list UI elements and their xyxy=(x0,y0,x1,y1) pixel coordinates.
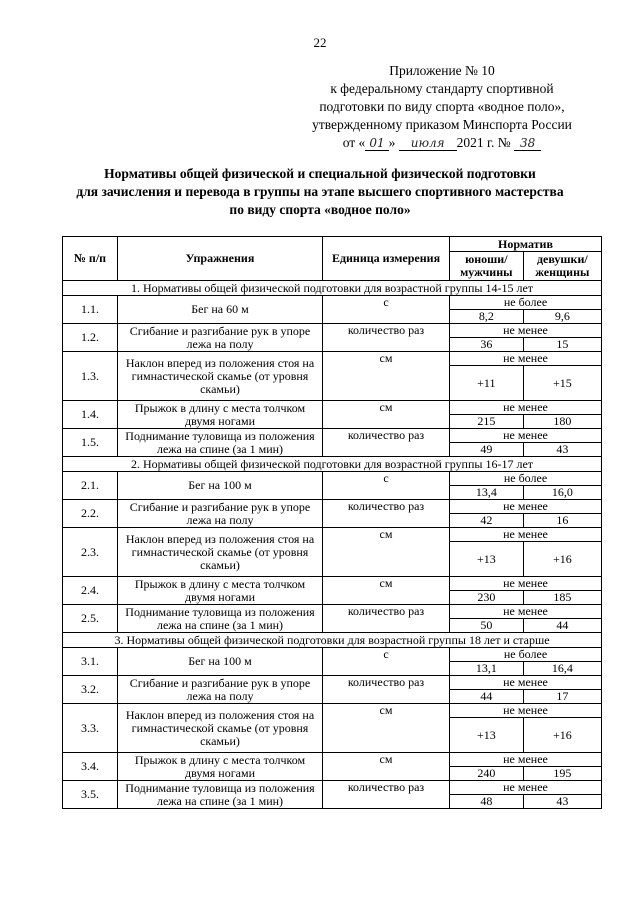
exercise-name: Сгибание и разгибание рук в упоре лежа на полу xyxy=(118,500,323,528)
header-norm: Норматив xyxy=(450,237,602,252)
norm-condition: не менее xyxy=(450,500,602,514)
exercise-name: Прыжок в длину с места толчком двумя ногами xyxy=(118,753,323,781)
norm-condition: не менее xyxy=(450,781,602,795)
exercise-name: Бег на 100 м xyxy=(118,472,323,500)
unit-of-measure: с xyxy=(323,648,450,676)
table-row xyxy=(63,352,602,366)
table-row xyxy=(63,676,602,690)
section-title: 3. Нормативы общей физической подготовки для возрастной группы 18 лет и старше xyxy=(63,633,602,648)
norm-condition: не менее xyxy=(450,324,602,338)
norm-condition: не менее xyxy=(450,605,602,619)
norm-condition: не более xyxy=(450,648,602,662)
row-number: 3.1. xyxy=(63,648,118,676)
norm-condition: не менее xyxy=(450,429,602,443)
unit-of-measure: см xyxy=(323,352,450,401)
exercise-name: Бег на 100 м xyxy=(118,648,323,676)
unit-of-measure: см xyxy=(323,401,450,429)
table-row xyxy=(63,472,602,486)
page-number: 22 xyxy=(313,35,327,50)
value-boys: 49 xyxy=(450,443,524,457)
norm-condition: не менее xyxy=(450,753,602,767)
unit-of-measure: количество раз xyxy=(323,605,450,633)
date-prefix: от « xyxy=(342,135,366,150)
norm-condition: не менее xyxy=(450,528,602,542)
value-boys: 13,4 xyxy=(450,486,524,500)
document-title xyxy=(40,165,600,219)
value-girls: 44 xyxy=(523,619,601,633)
table-row xyxy=(63,528,602,542)
table-row xyxy=(63,500,602,514)
unit-of-measure: см xyxy=(323,577,450,605)
table-row xyxy=(63,577,602,591)
row-number: 3.4. xyxy=(63,753,118,781)
section-header-row xyxy=(63,281,602,296)
appendix-line-1: Приложение № 10 xyxy=(389,63,495,78)
norm-condition: не менее xyxy=(450,676,602,690)
value-boys: 215 xyxy=(450,415,524,429)
value-boys: 13,1 xyxy=(450,662,524,676)
value-boys: 240 xyxy=(450,767,524,781)
exercise-name: Поднимание туловища из положения лежа на спине (за 1 мин) xyxy=(118,605,323,633)
row-number: 2.2. xyxy=(63,500,118,528)
table-row xyxy=(63,704,602,718)
handwritten-order-number: 38 xyxy=(514,136,541,151)
row-number: 3.5. xyxy=(63,781,118,809)
unit-of-measure: количество раз xyxy=(323,781,450,809)
section-title: 1. Нормативы общей физической подготовки для возрастной группы 14-15 лет xyxy=(63,281,602,296)
exercise-name: Прыжок в длину с места толчком двумя ногами xyxy=(118,401,323,429)
value-girls: 195 xyxy=(523,767,601,781)
header-unit: Единица измерения xyxy=(323,237,450,281)
unit-of-measure: см xyxy=(323,753,450,781)
unit-of-measure: см xyxy=(323,704,450,753)
header-girls: девушки/ женщины xyxy=(523,252,601,281)
table-row xyxy=(63,324,602,338)
value-boys: 44 xyxy=(450,690,524,704)
unit-of-measure: с xyxy=(323,472,450,500)
section-header-row xyxy=(63,457,602,472)
exercise-name: Сгибание и разгибание рук в упоре лежа на полу xyxy=(118,324,323,352)
date-quote: » xyxy=(388,135,396,150)
header-boys: юноши/ мужчины xyxy=(450,252,524,281)
table-body xyxy=(63,281,602,809)
value-boys: 42 xyxy=(450,514,524,528)
value-boys: 8,2 xyxy=(450,310,524,324)
value-girls: 16,4 xyxy=(523,662,601,676)
value-girls: 180 xyxy=(523,415,601,429)
norm-condition: не менее xyxy=(450,704,602,718)
unit-of-measure: количество раз xyxy=(323,676,450,704)
value-girls: 16,0 xyxy=(523,486,601,500)
table-row xyxy=(63,401,602,415)
table-row xyxy=(63,781,602,795)
title-line-1: Нормативы общей физической и специальной физической подготовки xyxy=(104,166,536,181)
value-girls: 15 xyxy=(523,338,601,352)
header-exercise: Упражнения xyxy=(118,237,323,281)
table-row xyxy=(63,429,602,443)
exercise-name: Бег на 60 м xyxy=(118,296,323,324)
exercise-name: Наклон вперед из положения стоя на гимнастической скамье (от уровня скамьи) xyxy=(118,352,323,401)
row-number: 1.3. xyxy=(63,352,118,401)
table-row xyxy=(63,753,602,767)
norm-condition: не более xyxy=(450,472,602,486)
row-number: 2.1. xyxy=(63,472,118,500)
value-girls: 185 xyxy=(523,591,601,605)
table-row xyxy=(63,605,602,619)
header-num: № п/п xyxy=(63,237,118,281)
value-boys: 36 xyxy=(450,338,524,352)
row-number: 1.2. xyxy=(63,324,118,352)
norm-condition: не менее xyxy=(450,577,602,591)
table-row xyxy=(63,648,602,662)
title-line-2: для зачисления и перевода в группы на этапе высшего спортивного мастерства xyxy=(76,184,564,199)
appendix-block xyxy=(282,62,602,152)
appendix-line-2: к федеральному стандарту спортивной xyxy=(330,81,554,96)
unit-of-measure: с xyxy=(323,296,450,324)
row-number: 2.5. xyxy=(63,605,118,633)
appendix-line-5 xyxy=(282,134,602,152)
row-number: 1.1. xyxy=(63,296,118,324)
value-girls: 16 xyxy=(523,514,601,528)
value-boys: +11 xyxy=(450,366,524,401)
value-boys: +13 xyxy=(450,718,524,753)
exercise-name: Прыжок в длину с места толчком двумя ногами xyxy=(118,577,323,605)
value-girls: 17 xyxy=(523,690,601,704)
value-girls: 9,6 xyxy=(523,310,601,324)
title-line-3: по виду спорта «водное поло» xyxy=(229,202,411,217)
unit-of-measure: см xyxy=(323,528,450,577)
row-number: 3.2. xyxy=(63,676,118,704)
appendix-line-4: утвержденному приказом Минспорта России xyxy=(312,117,572,132)
exercise-name: Поднимание туловища из положения лежа на спине (за 1 мин) xyxy=(118,429,323,457)
row-number: 3.3. xyxy=(63,704,118,753)
value-girls: +15 xyxy=(523,366,601,401)
date-year: 2021 г. № xyxy=(456,135,511,150)
standards-table xyxy=(62,236,602,809)
value-boys: 50 xyxy=(450,619,524,633)
exercise-name: Сгибание и разгибание рук в упоре лежа на полу xyxy=(118,676,323,704)
value-girls: +16 xyxy=(523,718,601,753)
unit-of-measure: количество раз xyxy=(323,429,450,457)
norm-condition: не более xyxy=(450,296,602,310)
exercise-name: Наклон вперед из положения стоя на гимнастической скамье (от уровня скамьи) xyxy=(118,528,323,577)
row-number: 1.5. xyxy=(63,429,118,457)
value-boys: 48 xyxy=(450,795,524,809)
unit-of-measure: количество раз xyxy=(323,324,450,352)
row-number: 2.3. xyxy=(63,528,118,577)
exercise-name: Наклон вперед из положения стоя на гимнастической скамье (от уровня скамьи) xyxy=(118,704,323,753)
value-boys: 230 xyxy=(450,591,524,605)
handwritten-month: июля xyxy=(399,136,457,151)
exercise-name: Поднимание туловища из положения лежа на спине (за 1 мин) xyxy=(118,781,323,809)
section-header-row xyxy=(63,633,602,648)
handwritten-day: 01 xyxy=(365,136,388,151)
appendix-line-3: подготовки по виду спорта «водное поло», xyxy=(319,99,565,114)
row-number: 1.4. xyxy=(63,401,118,429)
table-row xyxy=(63,296,602,310)
norm-condition: не менее xyxy=(450,401,602,415)
value-girls: 43 xyxy=(523,795,601,809)
unit-of-measure: количество раз xyxy=(323,500,450,528)
norm-condition: не менее xyxy=(450,352,602,366)
section-title: 2. Нормативы общей физической подготовки для возрастной группы 16-17 лет xyxy=(63,457,602,472)
value-girls: 43 xyxy=(523,443,601,457)
value-girls: +16 xyxy=(523,542,601,577)
row-number: 2.4. xyxy=(63,577,118,605)
value-boys: +13 xyxy=(450,542,524,577)
